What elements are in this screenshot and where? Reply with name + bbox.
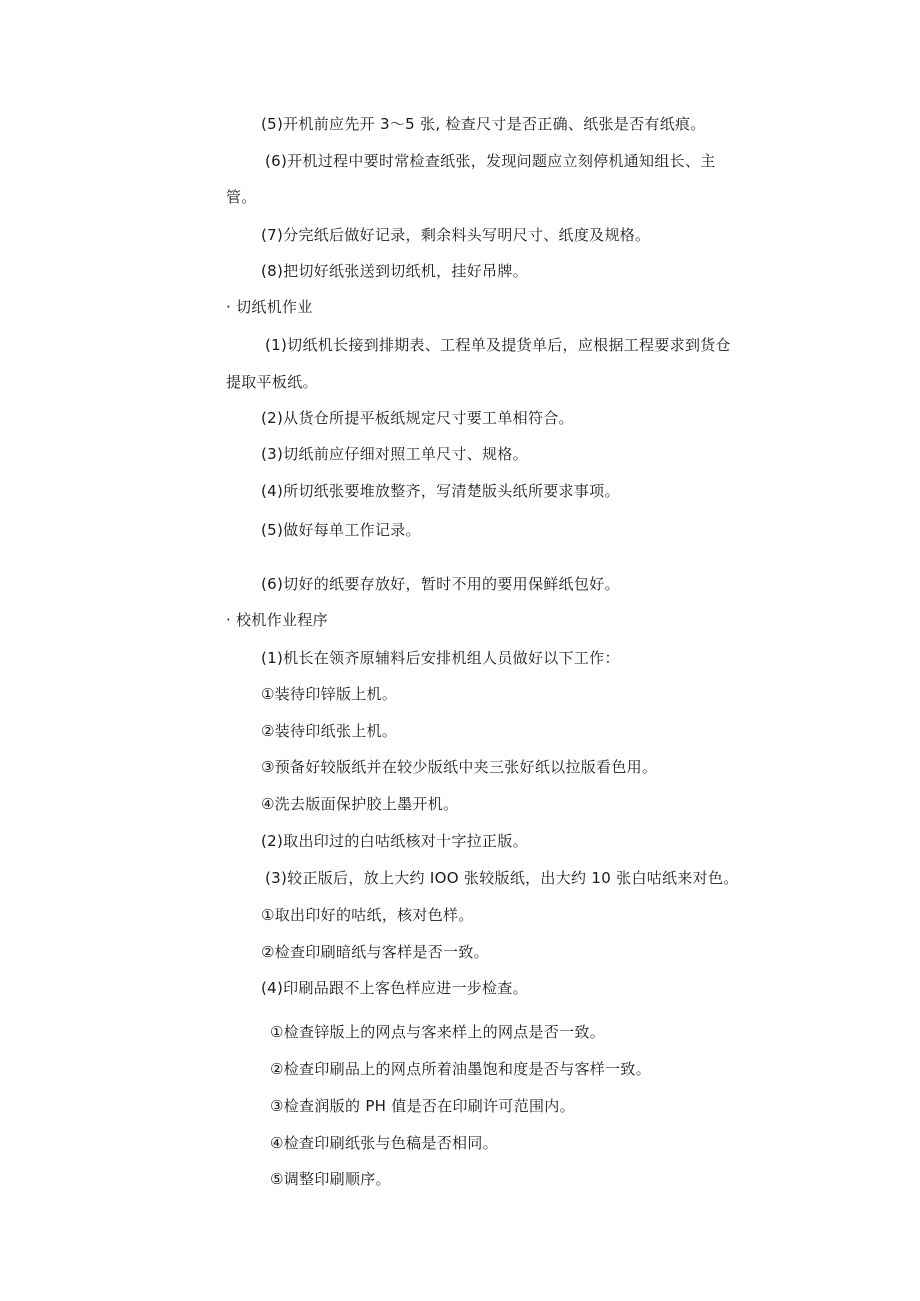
paragraph-line: (6)切好的纸要存放好，暂时不用的要用保鲜纸包好。 xyxy=(261,575,620,593)
list-item: ⑤调整印刷顺序。 xyxy=(270,1170,391,1188)
list-item: ①检查锌版上的网点与客来样上的网点是否一致。 xyxy=(270,1023,606,1041)
list-item: ②检查印刷品上的网点所着油墨饱和度是否与客样一致。 xyxy=(270,1060,651,1078)
paragraph-line: (7)分完纸后做好记录，剩余料头写明尺寸、纸度及规格。 xyxy=(261,226,651,244)
list-item: ③预备好较版纸并在较少版纸中夹三张好纸以拉版看色用。 xyxy=(261,758,658,776)
list-item: ④洗去版面保护胶上墨开机。 xyxy=(261,795,459,813)
list-item: ②装待印纸张上机。 xyxy=(261,722,398,740)
paragraph-line: (5)开机前应先开 3～5 张, 检查尺寸是否正确、纸张是否有纸痕。 xyxy=(261,115,706,133)
section-heading: · 切纸机作业 xyxy=(226,298,313,316)
paragraph-line: (8)把切好纸张送到切纸机，挂好吊牌。 xyxy=(261,262,528,280)
paragraph-line: (3)较正版后，放上大约 IOO 张较版纸，出大约 10 张白咕纸来对色。 xyxy=(265,869,739,887)
paragraph-line: (1)切纸机长接到排期表、工程单及提货单后，应根据工程要求到货仓 xyxy=(265,336,731,354)
paragraph-line: (6)开机过程中要时常检查纸张，发现问题应立刻停机通知组长、主 xyxy=(265,152,716,170)
paragraph-line: (4)印刷品跟不上客色样应进一步检查。 xyxy=(261,979,528,997)
paragraph-line: (1)机长在领齐原辅料后安排机组人员做好以下工作： xyxy=(261,649,620,667)
list-item: ③检查润版的 PH 值是否在印刷许可范围内。 xyxy=(270,1097,575,1115)
list-item: ②检查印刷暗纸与客样是否一致。 xyxy=(261,943,489,961)
paragraph-line: 提取平板纸。 xyxy=(226,373,318,391)
section-heading: · 校机作业程序 xyxy=(226,611,328,629)
list-item: ①装待印锌版上机。 xyxy=(261,685,398,703)
list-item: ④检查印刷纸张与色稿是否相同。 xyxy=(270,1134,498,1152)
paragraph-line: (2)从货仓所提平板纸规定尺寸要工单相符合。 xyxy=(261,409,574,427)
paragraph-line: (5)做好每单工作记录。 xyxy=(261,521,421,539)
list-item: ①取出印好的咕纸，核对色样。 xyxy=(261,906,474,924)
paragraph-line: (3)切纸前应仔细对照工单尺寸、规格。 xyxy=(261,445,528,463)
paragraph-line: (2)取出印过的白咕纸核对十字拉正版。 xyxy=(261,832,528,850)
paragraph-line: 管。 xyxy=(226,188,257,206)
paragraph-line: (4)所切纸张要堆放整齐，写清楚版头纸所要求事项。 xyxy=(261,482,620,500)
